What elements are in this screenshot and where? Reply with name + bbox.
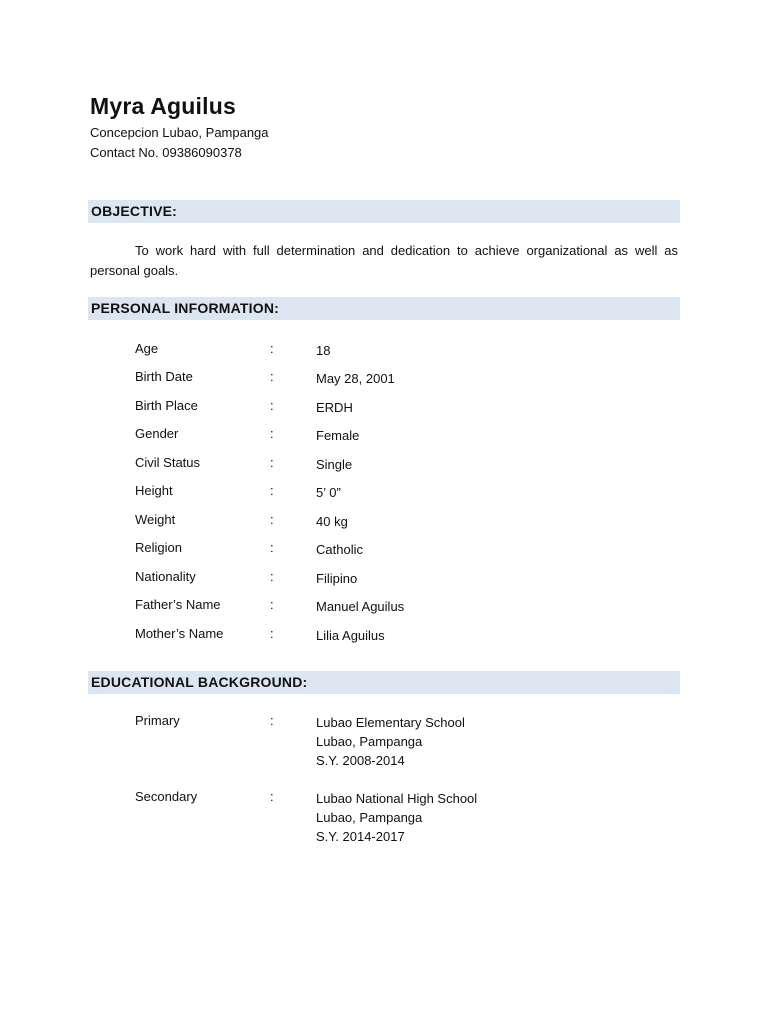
education-label: Primary	[135, 713, 180, 728]
personal-label: Birth Place	[135, 398, 198, 413]
personal-info-title: PERSONAL INFORMATION:	[91, 300, 280, 316]
separator: :	[270, 512, 274, 527]
separator: :	[270, 713, 274, 728]
school-years: S.Y. 2008-2014	[316, 753, 405, 768]
education-label: Secondary	[135, 789, 198, 804]
personal-value: Catholic	[316, 542, 363, 557]
school-name: Lubao Elementary School	[316, 715, 465, 730]
personal-value: 40 kg	[316, 514, 348, 529]
school-location: Lubao, Pampanga	[316, 734, 423, 749]
personal-value: Manuel Aguilus	[316, 599, 405, 614]
personal-label: Height	[135, 483, 173, 498]
separator: :	[270, 597, 274, 612]
objective-header	[88, 200, 680, 223]
personal-value: Lilia Aguilus	[316, 628, 385, 643]
education-details	[316, 713, 465, 770]
personal-value: Filipino	[316, 571, 358, 586]
separator: :	[270, 569, 274, 584]
separator: :	[270, 789, 274, 804]
personal-label: Civil Status	[135, 455, 201, 470]
personal-value: ERDH	[316, 400, 353, 415]
objective-text: To work hard with full determination and dedication to achieve organizational as well as personal goals.	[90, 243, 678, 278]
separator: :	[270, 455, 274, 470]
personal-label: Father’s Name	[135, 597, 221, 612]
separator: :	[270, 398, 274, 413]
personal-value: Single	[316, 457, 353, 472]
personal-label: Weight	[135, 512, 176, 527]
education-details	[316, 789, 477, 846]
school-name: Lubao National High School	[316, 791, 478, 806]
applicant-address: Concepcion Lubao, Pampanga	[90, 125, 269, 140]
personal-value: May 28, 2001	[316, 371, 395, 386]
personal-label: Gender	[135, 426, 179, 441]
separator: :	[270, 369, 274, 384]
personal-value: Female	[316, 428, 360, 443]
separator: :	[270, 341, 274, 356]
objective-title: OBJECTIVE:	[91, 203, 178, 219]
separator: :	[270, 540, 274, 555]
education-header	[88, 671, 680, 694]
separator: :	[270, 483, 274, 498]
personal-info-header	[88, 297, 680, 320]
personal-label: Religion	[135, 540, 182, 555]
separator: :	[270, 426, 274, 441]
personal-label: Age	[135, 341, 159, 356]
personal-label: Nationality	[135, 569, 196, 584]
applicant-name: Myra Aguilus	[90, 93, 236, 119]
school-years: S.Y. 2014-2017	[316, 829, 405, 844]
applicant-contact: Contact No. 09386090378	[90, 145, 242, 160]
personal-label: Birth Date	[135, 369, 193, 384]
personal-value: 5’ 0”	[316, 485, 341, 500]
school-location: Lubao, Pampanga	[316, 810, 423, 825]
personal-label: Mother’s Name	[135, 626, 224, 641]
personal-value: 18	[316, 343, 331, 358]
education-title: EDUCATIONAL BACKGROUND:	[91, 674, 308, 690]
separator: :	[270, 626, 274, 641]
